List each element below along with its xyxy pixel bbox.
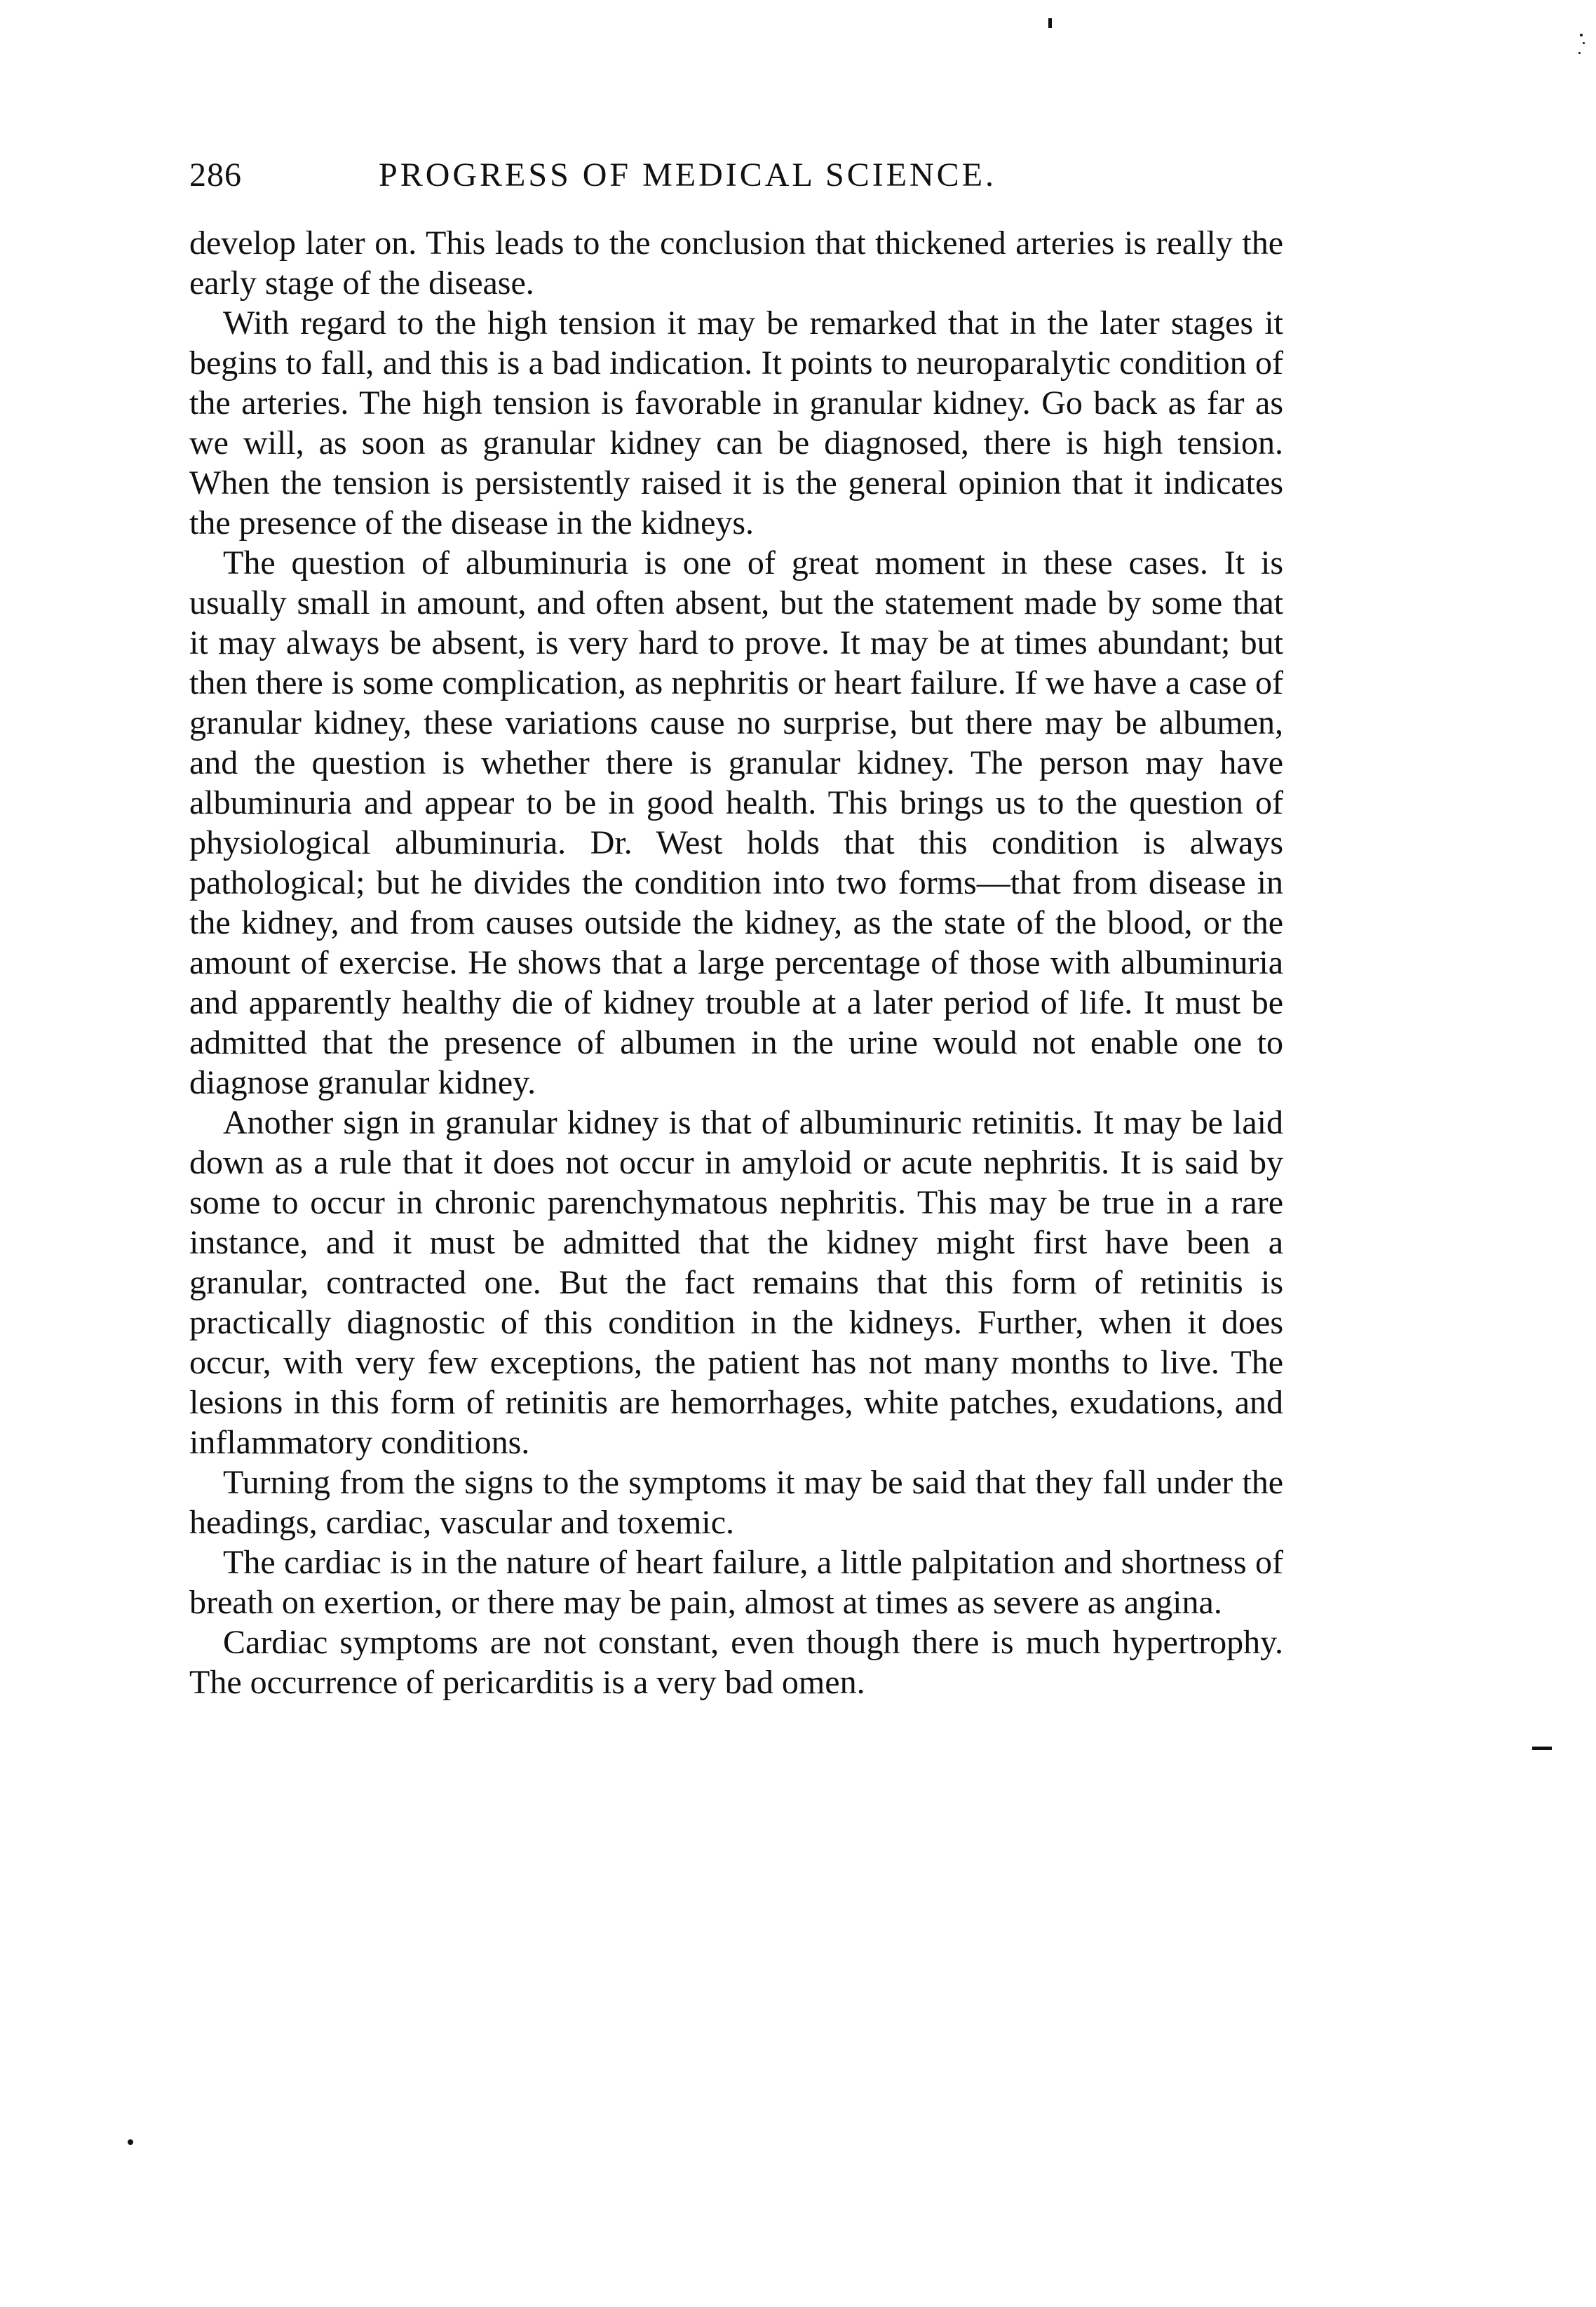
- paragraph-high-tension: With regard to the high tension it may be remarked that in the later stages it begins to fall, and this is a bad indication. It points to neuroparalytic condition of the arteries. The high tension is favorable in granular kidney. Go back as far as we will, as soon as granular kidney can be diagnosed, there is high tension. When the tension is persistently raised it is the general opinion that it indicates the presence of the disease in the kidneys.: [189, 304, 1283, 542]
- print-speck: [1580, 34, 1583, 36]
- running-head: PROGRESS OF MEDICAL SCIENCE.: [379, 156, 997, 194]
- margin-mark: [128, 2139, 133, 2145]
- page-number: 286: [189, 156, 242, 194]
- page-header: [189, 156, 1283, 198]
- paragraph-continued: develop later on. This leads to the conclusion that thickened arteries is really the early stage of the disease.: [189, 224, 1283, 302]
- body-text: [189, 223, 1283, 1702]
- paragraph-cardiac: The cardiac is in the nature of heart failure, a little palpitation and shortness of breath on exertion, or there may be pain, almost at times as severe as angina.: [189, 1544, 1283, 1621]
- print-speck: [1048, 18, 1052, 28]
- print-speck: [1583, 42, 1585, 44]
- print-speck: [1578, 52, 1581, 54]
- paragraph-retinitis: Another sign in granular kidney is that of albuminuric retinitis. It may be laid down as a rule that it does not occur in amyloid or acute nephritis. It is said by some to occur in chronic parenchymatous nephritis. This may be true in a rare instance, and it must be admitted that the kidney might first have been a granular, contracted one. But the fact remains that this form of retinitis is practically diagnostic of this condition in the kidneys. Further, when it does occur, with very few exceptions, the patient has not many months to live. The lesions in this form of retinitis are hemorrhages, white patches, exudations, and inflammatory conditions.: [189, 1104, 1283, 1461]
- paragraph-cardiac-symptoms: Cardiac symptoms are not constant, even though there is much hypertrophy. The occurrence of pericarditis is a very bad omen.: [189, 1624, 1283, 1701]
- paragraph-albuminuria: The question of albuminuria is one of great moment in these cases. It is usually small in amount, and often absent, but the statement made by some that it may always be absent, is very hard to prove. It may be at times abundant; but then there is some complication, as nephritis or heart failure. If we have a case of granular kidney, these variations cause no surprise, but there may be albumen, and the question is whether there is granular kidney. The person may have albuminuria and appear to be in good health. This brings us to the question of physiological albuminuria. Dr. West holds that this condition is always pathological; but he divides the condition into two forms—that from disease in the kidney, and from causes outside the kidney, as the state of the blood, or the amount of exercise. He shows that a large percentage of those with albuminuria and apparently healthy die of kidney trouble at a later period of life. It must be admitted that the presence of albumen in the urine would not enable one to diagnose granular kidney.: [189, 544, 1283, 1101]
- margin-mark: [1532, 1747, 1552, 1750]
- paragraph-symptoms: Turning from the signs to the symptoms it may be said that they fall under the headings, cardiac, vascular and toxemic.: [189, 1464, 1283, 1541]
